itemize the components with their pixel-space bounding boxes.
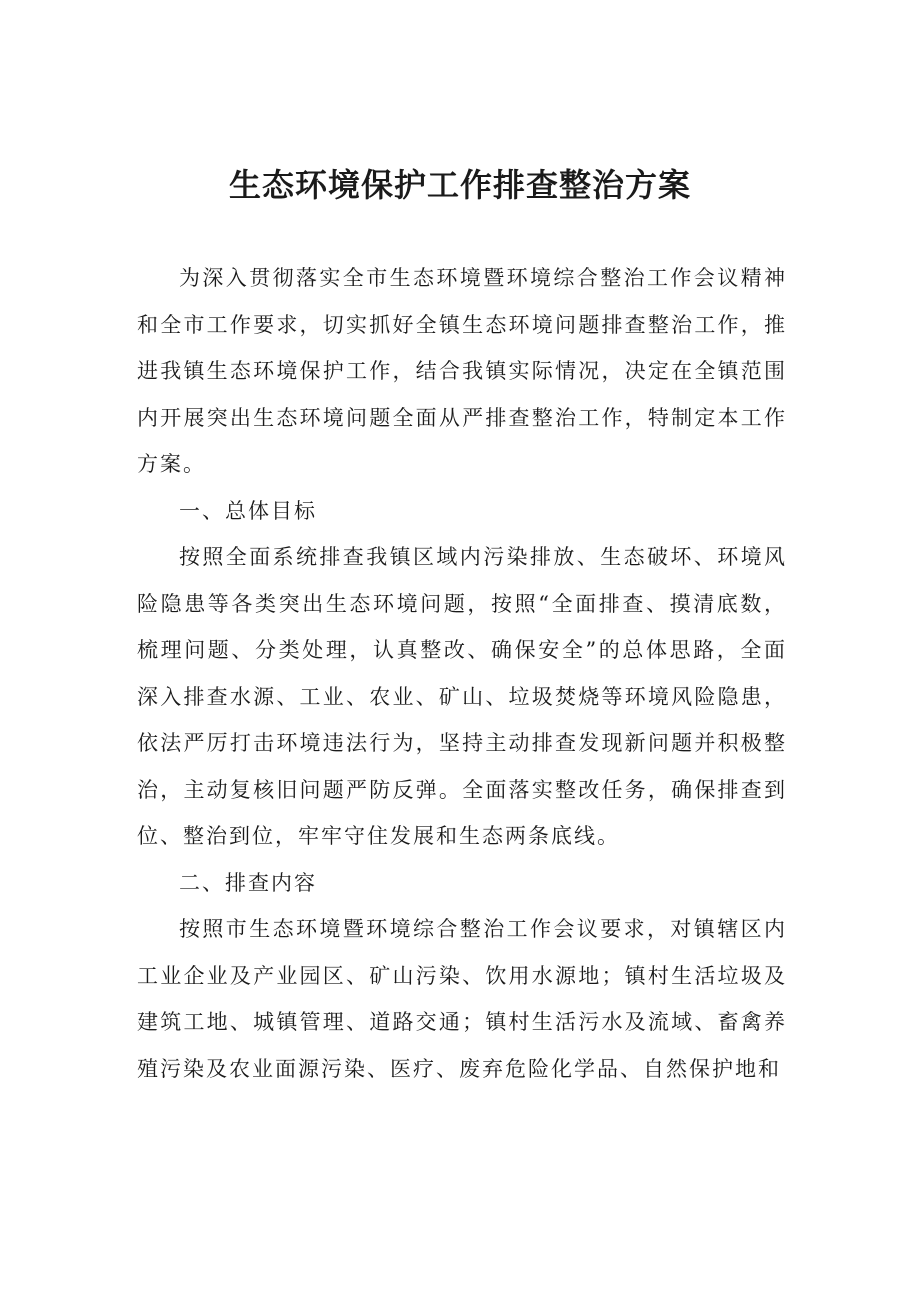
section-heading-overall-goal: 一、总体目标 (179, 498, 317, 523)
inspection-content-paragraph: 按照市生态环境暨环境综合整治工作会议要求，对镇辖区内工业企业及产业园区、矿山污染、饮用水源地；镇村生活垃圾及建筑工地、城镇管理、道路交通；镇村生活污水及流域、畜禽养殖污染及农业面源污染、医疗、废弃危险化学品、自然保护地和 (137, 917, 787, 1081)
document-body (137, 255, 787, 1092)
document-title: 生态环境保护工作排查整治方案 (228, 166, 691, 204)
section-heading-inspection-content: 二、排查内容 (179, 870, 317, 895)
overall-goal-paragraph: 按照全面系统排查我镇区域内污染排放、生态破坏、环境风险隐患等各类突出生态环境问题，按照“全面排查、摸清底数，梳理问题、分类处理，认真整改、确保安全”的总体思路，全面深入排查水源、工业、农业、矿山、垃圾焚烧等环境风险隐患，依法严厉打击环境违法行为，坚持主动排查发现新问题并积极整治，主动复核旧问题严防反弹。全面落实整改任务，确保排查到位、整治到位，牢牢守住发展和生态两条底线。 (137, 545, 787, 848)
intro-paragraph: 为深入贯彻落实全市生态环境暨环境综合整治工作会议精神和全市工作要求，切实抓好全镇生态环境问题排查整治工作，推进我镇生态环境保护工作，结合我镇实际情况，决定在全镇范围内开展突出生态环境问题全面从严排查整治工作，特制定本工作方案。 (137, 266, 787, 476)
